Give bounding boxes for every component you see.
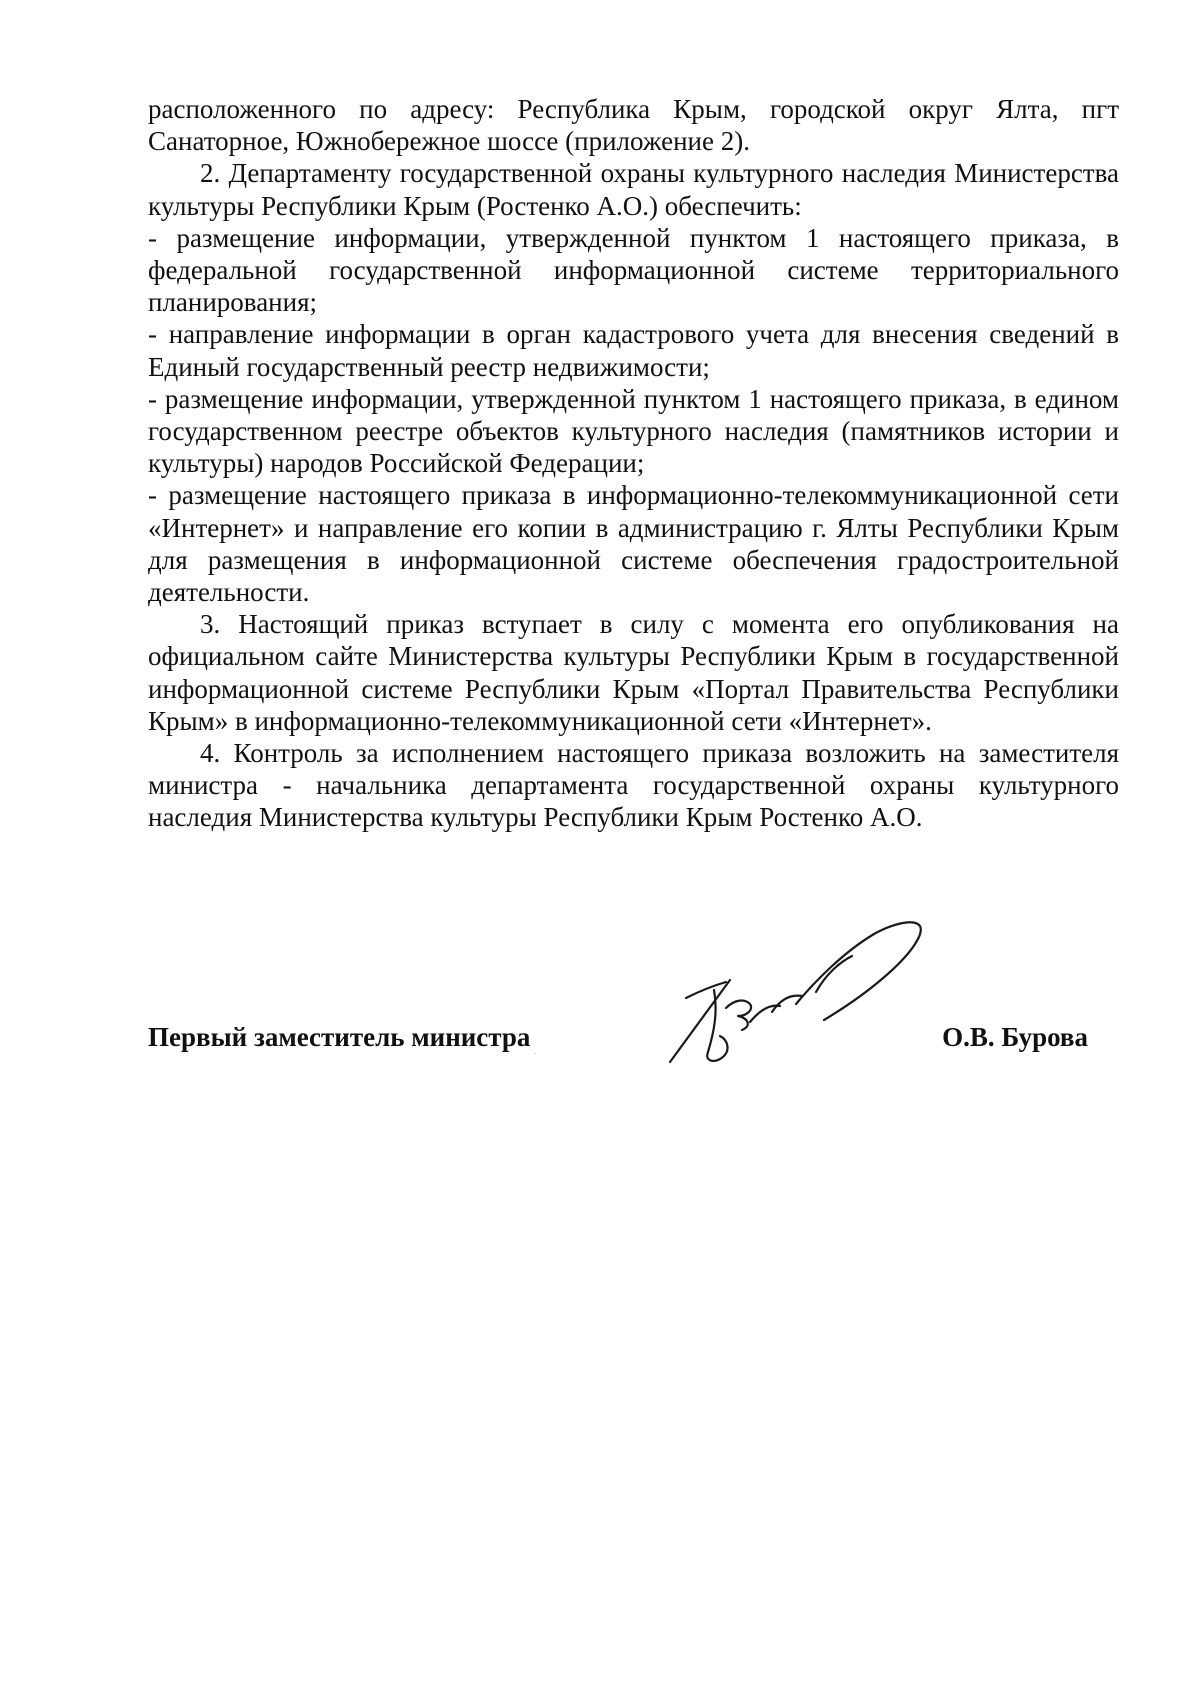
- paragraph-item-4: 4. Контроль за исполнением настоящего приказа возложить на заместителя министра - начальника департамента государственной охраны культурного наследия Министерства культуры Республики Крым Ростенко А.О.: [148, 738, 1119, 833]
- signer-position: Первый заместитель министра: [148, 1022, 531, 1052]
- paragraph-address-continuation: расположенного по адресу: Республика Крым, городской округ Ялта, пгт Санаторное, Южнобережное шоссе (приложение 2).: [148, 94, 1119, 157]
- paragraph-item-2-bullet-4: - размещение настоящего приказа в информационно-телекоммуникационной сети «Интернет» и направление его копии в администрацию г. Ялты Республики Крым для размещения в информационной системе обеспечения градостроительной деятельности.: [148, 480, 1119, 608]
- paragraph-item-2-bullet-2: - направление информации в орган кадастрового учета для внесения сведений в Единый государственный реестр недвижимости;: [148, 319, 1119, 382]
- scan-speck: [535, 1053, 536, 1054]
- paragraph-item-3: 3. Настоящий приказ вступает в силу с момента его опубликования на официальном сайте Министерства культуры Республики Крым в государственной информационной системе Республики Крым «Портал Правительства Республики Крым» в информационно-телекоммуникационной сети «Интернет».: [148, 609, 1119, 736]
- signature-block: [148, 1022, 1088, 1062]
- paragraph-item-2: 2. Департаменту государственной охраны культурного наследия Министерства культуры Республики Крым (Ростенко А.О.) обеспечить:: [148, 158, 1119, 221]
- paragraph-item-2-bullet-3: - размещение информации, утвержденной пунктом 1 настоящего приказа, в едином государственном реестре объектов культурного наследия (памятников истории и культуры) народов Российской Федерации;: [148, 383, 1119, 479]
- paragraph-item-2-bullet-1: - размещение информации, утвержденной пунктом 1 настоящего приказа, в федеральной государственной информационной системе территориального планирования;: [148, 222, 1119, 318]
- signer-name: О.В. Бурова: [942, 1022, 1088, 1052]
- document-body: [148, 93, 1119, 834]
